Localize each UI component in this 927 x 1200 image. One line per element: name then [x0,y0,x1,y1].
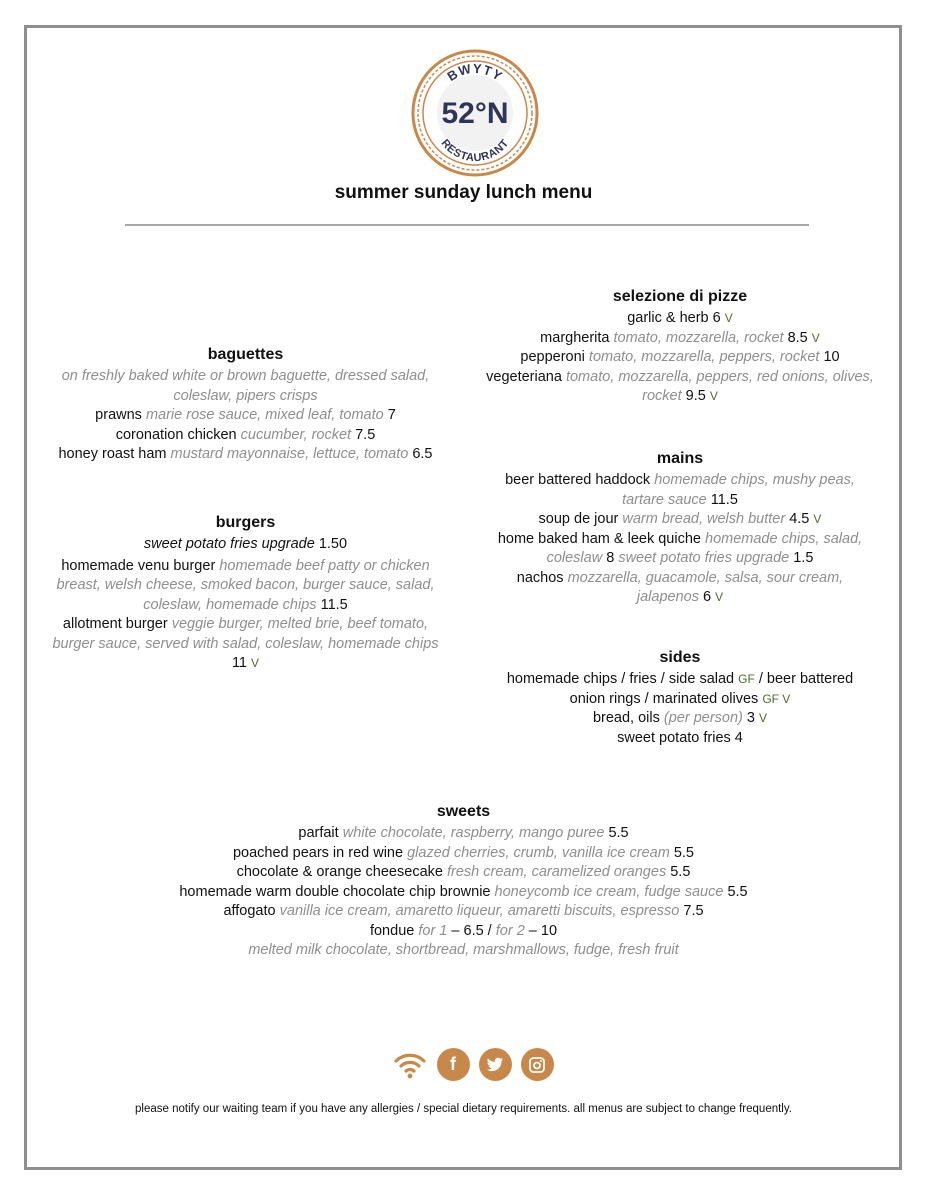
logo-center-text: 52°N [441,97,509,130]
list-item: onion rings / marinated olives GF V [569,690,791,707]
section-burgers [38,513,453,674]
list-item: homemade chips / fries / side salad GF / beer battered [506,671,854,687]
section-heading: burgers [215,514,276,531]
social-icons [0,1048,927,1081]
list-item: margherita tomato, mozzarella, rocket 8.5 V [540,329,820,346]
upgrade-note: sweet potato fries upgrade 1.50 [143,536,348,552]
logo-bottom-text: RESTAURANT [438,137,512,165]
list-item: nachos mozzarella, guacamole, salsa, sour cream, jalapenos 6 V [516,569,844,605]
section-heading: sweets [436,803,491,820]
list-item: pepperoni tomato, mozzarella, peppers, rocket 10 [520,349,840,365]
section-heading: mains [656,450,704,467]
list-item: vegeteriana tomato, mozzarella, peppers, red onions, olives, rocket 9.5 V [486,368,874,404]
section-heading: selezione di pizze [612,288,748,305]
list-item: affogato vanilla ice cream, amaretto liqueur, amaretti biscuits, espresso 7.5 [223,903,704,919]
list-item: garlic & herb 6 V [627,310,733,326]
section-sweets [60,802,867,961]
list-item: soup de jour warm bread, welsh butter 4.5 V [538,511,822,527]
list-item: homemade venu burger homemade beef patty or chicken breast, welsh cheese, smoked bacon, burger sauce, salad, coleslaw, homemade chips 11.5 [56,557,435,613]
section-baguettes [38,345,453,465]
section-intro: on freshly baked white or brown baguette, dressed salad, coleslaw, pipers crisps [61,368,430,404]
list-item: coronation chicken cucumber, rocket 7.5 [115,426,376,443]
list-item: prawns marie rose sauce, mixed leaf, tomato 7 [95,407,396,423]
section-sides [475,648,885,748]
list-item: bread, oils (per person) 3 V [592,710,768,726]
fondue-description: melted milk chocolate, shortbread, marshmallows, fudge, fresh fruit [248,942,679,958]
list-item: home baked ham & leek quiche homemade chips, salad, coleslaw 8 sweet potato fries upgrade 1.5 [497,530,863,566]
wifi-icon [392,1048,428,1081]
section-mains [475,449,885,608]
list-item: honey roast ham mustard mayonnaise, lettuce, tomato 6.5 [58,446,433,462]
twitter-icon[interactable] [479,1048,512,1081]
section-heading: baguettes [207,346,284,363]
restaurant-logo [410,48,540,178]
list-item: sweet potato fries 4 [617,729,743,746]
list-item: chocolate & orange cheesecake fresh cream, caramelized oranges 5.5 [236,864,691,880]
list-item: homemade warm double chocolate chip brownie honeycomb ice cream, fudge sauce 5.5 [179,883,748,900]
allergy-notice: please notify our waiting team if you have any allergies / special dietary requirements. all menus are subject to change frequently. [135,1103,792,1115]
section-heading: sides [659,649,701,666]
page-title: summer sunday lunch menu [334,182,593,203]
list-item: beer battered haddock homemade chips, mushy peas, tartare sauce 11.5 [505,472,855,508]
logo-top-text: BWYTY [444,60,506,85]
list-item: fondue for 1 – 6.5 / for 2 – 10 [369,922,558,939]
list-item: poached pears in red wine glazed cherries, crumb, vanilla ice cream 5.5 [232,844,695,861]
list-item: parfait white chocolate, raspberry, mango puree 5.5 [298,825,629,841]
instagram-icon[interactable] [521,1048,554,1081]
section-pizze [475,287,885,407]
title-divider [125,224,809,226]
list-item: allotment burger veggie burger, melted brie, beef tomato, burger sauce, served with salad, coleslaw, homemade chips 11 V [52,616,439,671]
facebook-icon[interactable]: f [437,1048,470,1081]
